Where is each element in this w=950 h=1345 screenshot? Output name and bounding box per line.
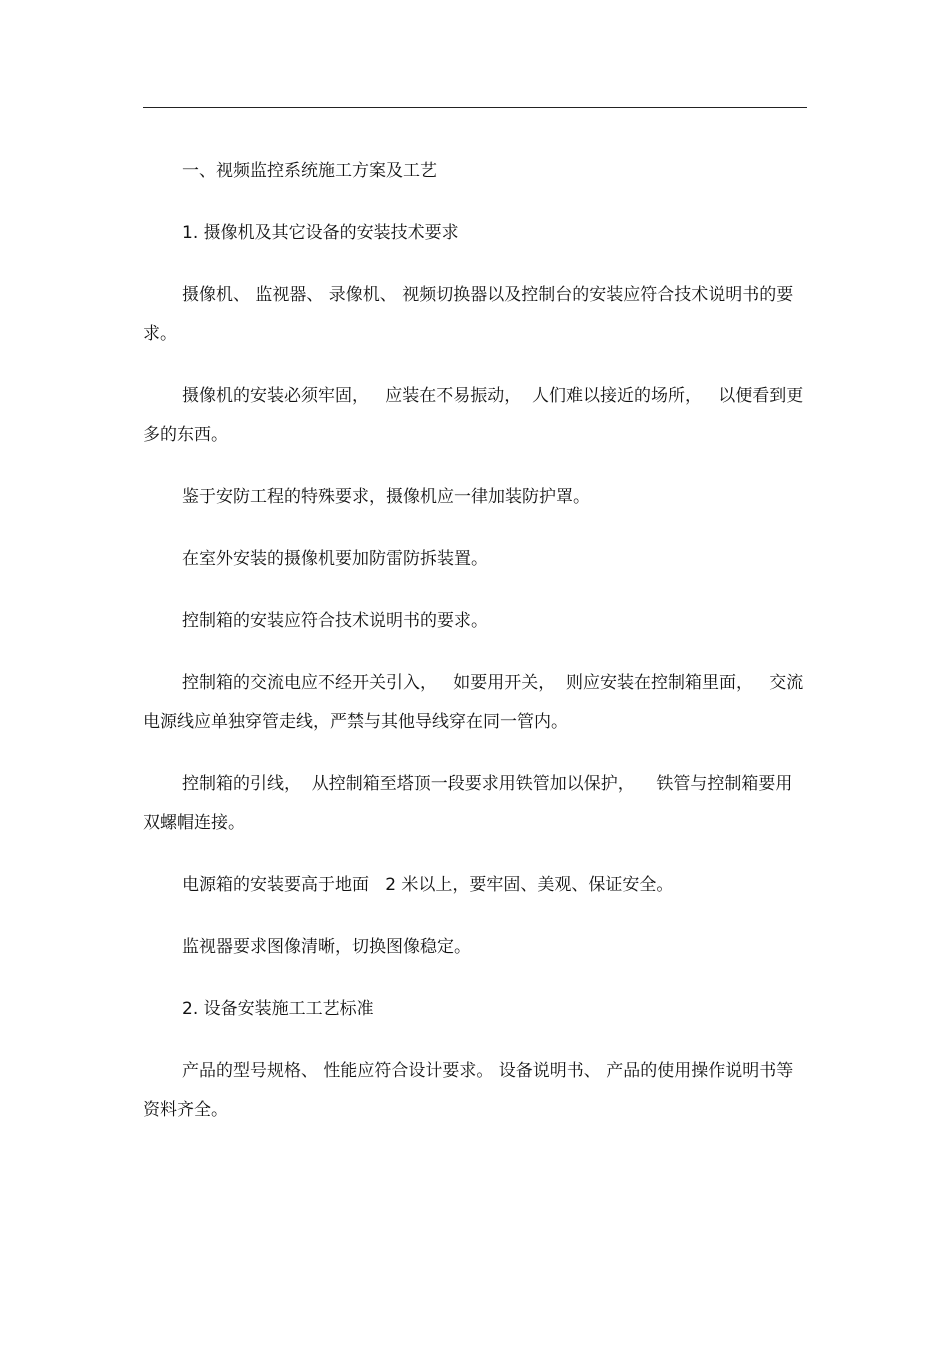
paragraph: 产品的型号规格、 性能应符合设计要求。 设备说明书、 产品的使用操作说明书等资料齐全。	[143, 1061, 794, 1120]
paragraph: 摄像机的安装必须牢固， 应装在不易振动， 人们难以接近的场所， 以便看到更多的东西。	[143, 386, 804, 445]
paragraph: 电源箱的安装要高于地面 2 米以上，要牢固、美观、保证安全。	[182, 875, 674, 895]
paragraph: 鉴于安防工程的特殊要求，摄像机应一律加装防护罩。	[182, 487, 590, 507]
paragraph: 监视器要求图像清晰，切换图像稳定。	[182, 937, 471, 957]
document-body	[143, 152, 807, 1153]
header-rule	[143, 107, 807, 108]
paragraph: 摄像机、 监视器、 录像机、 视频切换器以及控制台的安装应符合技术说明书的要求。	[143, 285, 794, 344]
subsection-title-1: 1. 摄像机及其它设备的安装技术要求	[182, 223, 459, 243]
paragraph: 控制箱的安装应符合技术说明书的要求。	[182, 611, 488, 631]
subsection-title-2: 2. 设备安装施工工艺标准	[182, 999, 374, 1019]
paragraph: 控制箱的引线， 从控制箱至塔顶一段要求用铁管加以保护， 铁管与控制箱要用双螺帽连接。	[143, 774, 793, 833]
section-title: 一、视频监控系统施工方案及工艺	[182, 161, 437, 181]
paragraph: 在室外安装的摄像机要加防雷防拆装置。	[182, 549, 488, 569]
paragraph: 控制箱的交流电应不经开关引入， 如要用开关， 则应安装在控制箱里面， 交流电源线应单独穿管走线，严禁与其他导线穿在同一管内。	[143, 673, 804, 732]
